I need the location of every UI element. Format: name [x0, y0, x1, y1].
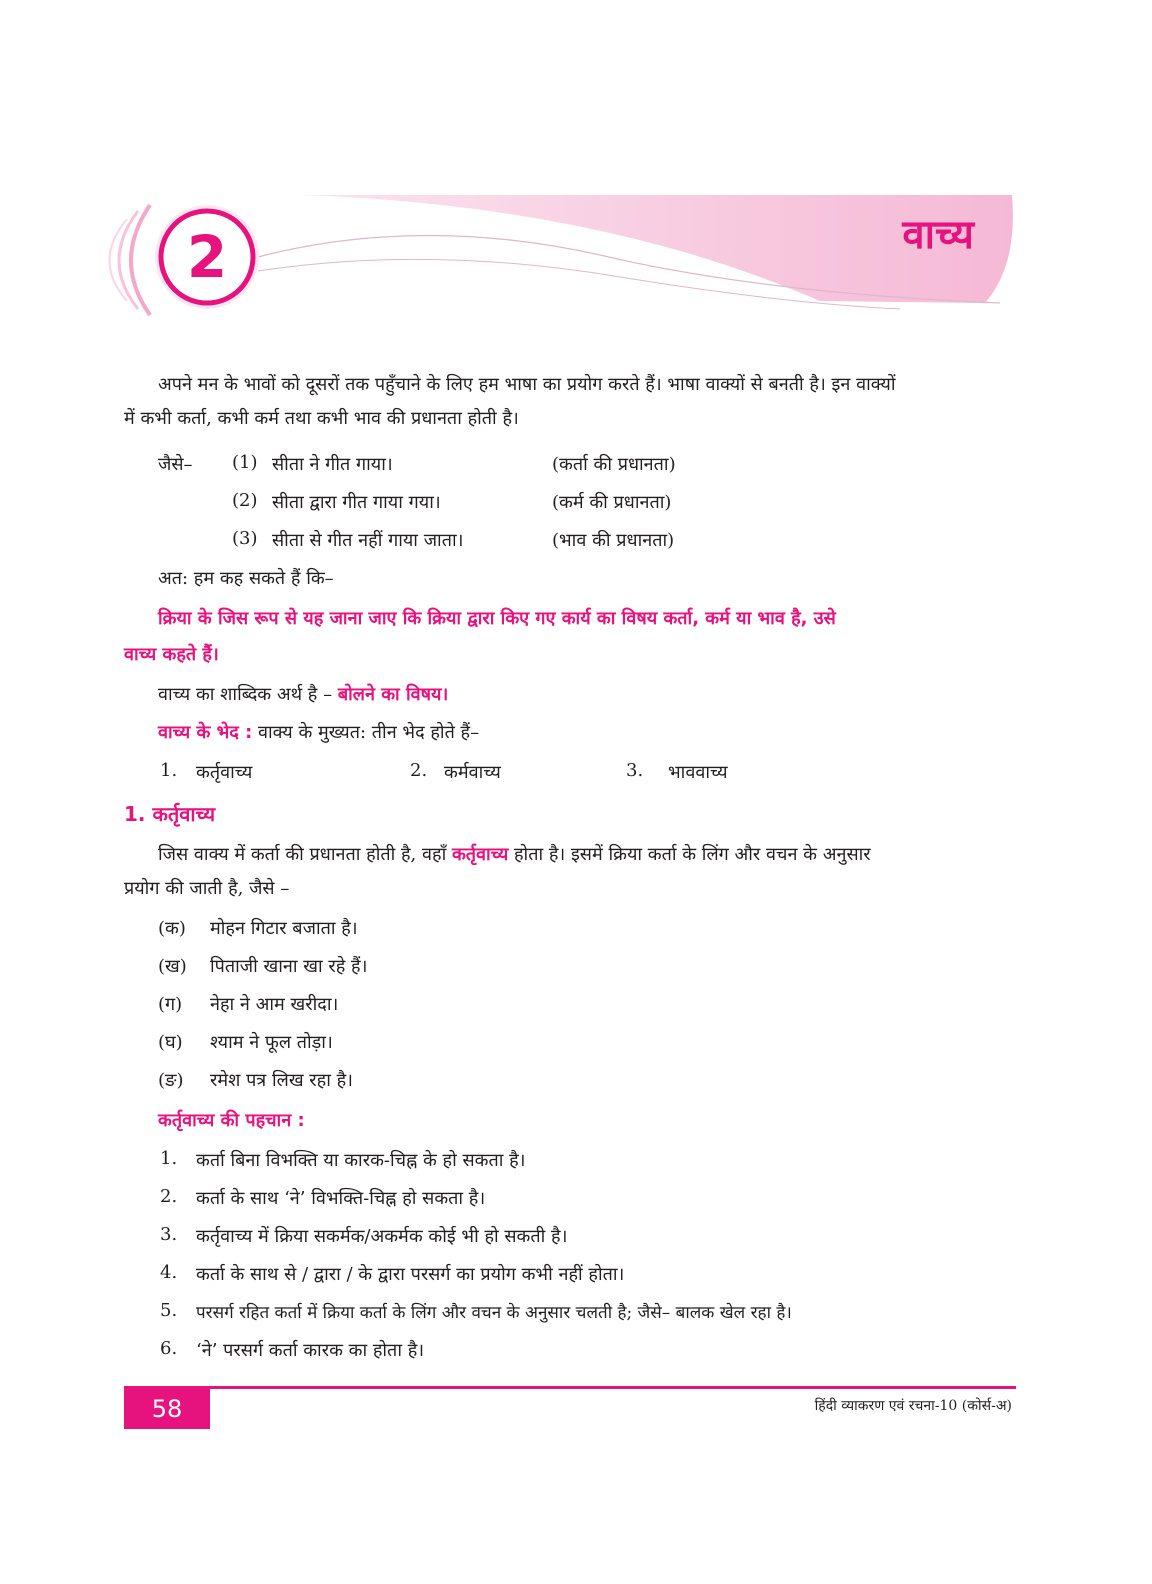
example-num: (ख) — [158, 956, 187, 977]
point-num: 5. — [160, 1300, 178, 1321]
types-text: वाक्य के मुख्यत: तीन भेद होते हैं– — [252, 722, 480, 743]
example-note: (भाव की प्रधानता) — [552, 530, 675, 551]
point-num: 4. — [160, 1262, 178, 1283]
example-num: (1) — [232, 452, 258, 473]
definition-line-1: क्रिया के जिस रूप से यह जाना जाए कि क्रिया द्वारा किए गए कार्य का विषय कर्ता, कर्म या भाव है, उसे — [158, 608, 836, 629]
example-text: श्याम ने फूल तोड़ा। — [210, 1032, 333, 1053]
point-text: कर्तृवाच्य में क्रिया सकर्मक/अकर्मक कोई भी हो सकती है। — [196, 1226, 568, 1247]
example-num: (ग) — [158, 994, 183, 1015]
example-text: सीता ने गीत गाया। — [272, 454, 393, 475]
type-num: 2. — [410, 760, 428, 781]
chapter-banner — [0, 185, 1040, 325]
point-text: कर्ता के साथ से / द्वारा / के द्वारा परसर्ग का प्रयोग कभी नहीं होता। — [196, 1264, 625, 1285]
page-number: 58 — [124, 1389, 210, 1429]
definition-line-2: वाच्य कहते हैं। — [124, 644, 219, 665]
section-para-line-1 — [158, 842, 871, 866]
intro-line-2: में कभी कर्ता, कभी कर्म तथा कभी भाव की प्रधानता होती है। — [124, 408, 519, 429]
therefore-text: अत: हम कह सकते हैं कि– — [158, 568, 334, 589]
chapter-title: वाच्य — [902, 212, 974, 258]
book-title: हिंदी व्याकरण एवं रचना-10 (कोर्स-अ) — [814, 1398, 1012, 1414]
example-text: नेहा ने आम खरीदा। — [210, 994, 339, 1015]
example-text: मोहन गिटार बजाता है। — [210, 918, 358, 939]
point-text: परसर्ग रहित कर्ता में क्रिया कर्ता के लिंग और वचन के अनुसार चलती है; जैसे– बालक खेल रहा है। — [196, 1303, 792, 1323]
chapter-number: 2 — [186, 223, 228, 291]
section-para-line-2: प्रयोग की जाती है, जैसे – — [124, 878, 290, 899]
example-num: (ङ) — [158, 1070, 184, 1091]
example-note: (कर्म की प्रधानता) — [552, 492, 672, 513]
example-num: (3) — [232, 528, 258, 549]
identification-heading: कर्तृवाच्य की पहचान : — [158, 1110, 305, 1131]
literal-meaning — [158, 682, 448, 706]
example-text: रमेश पत्र लिख रहा है। — [210, 1070, 353, 1091]
section-para-text: जिस वाक्य में कर्ता की प्रधानता होती है, वहाँ — [158, 844, 452, 865]
point-num: 2. — [160, 1186, 178, 1207]
section-para-highlight: कर्तृवाच्य — [451, 844, 509, 865]
type-num: 1. — [160, 760, 178, 781]
point-num: 1. — [160, 1148, 178, 1169]
type-name: कर्मवाच्य — [444, 762, 501, 783]
example-text: पिताजी खाना खा रहे हैं। — [210, 956, 368, 977]
type-name: भाववाच्य — [668, 762, 728, 783]
example-num: (घ) — [158, 1032, 183, 1053]
example-text: सीता से गीत नहीं गाया जाता। — [272, 530, 464, 551]
section-para-text: होता है। इसमें क्रिया कर्ता के लिंग और वचन के अनुसार — [508, 844, 871, 865]
example-num: (क) — [158, 918, 186, 939]
point-num: 6. — [160, 1338, 178, 1359]
type-name: कर्तृवाच्य — [196, 762, 253, 783]
example-text: सीता द्वारा गीत गाया गया। — [272, 492, 441, 513]
types-label: वाच्य के भेद : — [158, 722, 253, 743]
intro-line-1: अपने मन के भावों को दूसरों तक पहुँचाने के लिए हम भाषा का प्रयोग करते हैं। भाषा वाक्यों से बनती है। इन वाक्यों — [158, 374, 896, 395]
point-text: कर्ता के साथ ‘ने’ विभक्ति-चिह्न हो सकता है। — [196, 1188, 486, 1209]
literal-highlight: बोलने का विषय। — [337, 684, 449, 705]
example-num: (2) — [232, 490, 258, 511]
point-text: कर्ता बिना विभक्ति या कारक-चिह्न के हो सकता है। — [196, 1150, 526, 1171]
types-line — [158, 720, 479, 744]
footer-rule — [124, 1386, 1016, 1389]
point-num: 3. — [160, 1224, 178, 1245]
examples-lead: जैसे– — [158, 454, 193, 475]
example-note: (कर्ता की प्रधानता) — [552, 454, 676, 475]
section-heading: 1. कर्तृवाच्य — [124, 802, 216, 826]
type-num: 3. — [626, 760, 644, 781]
literal-prefix: वाच्य का शाब्दिक अर्थ है – — [158, 684, 338, 705]
point-text: ‘ने’ परसर्ग कर्ता कारक का होता है। — [196, 1340, 425, 1361]
